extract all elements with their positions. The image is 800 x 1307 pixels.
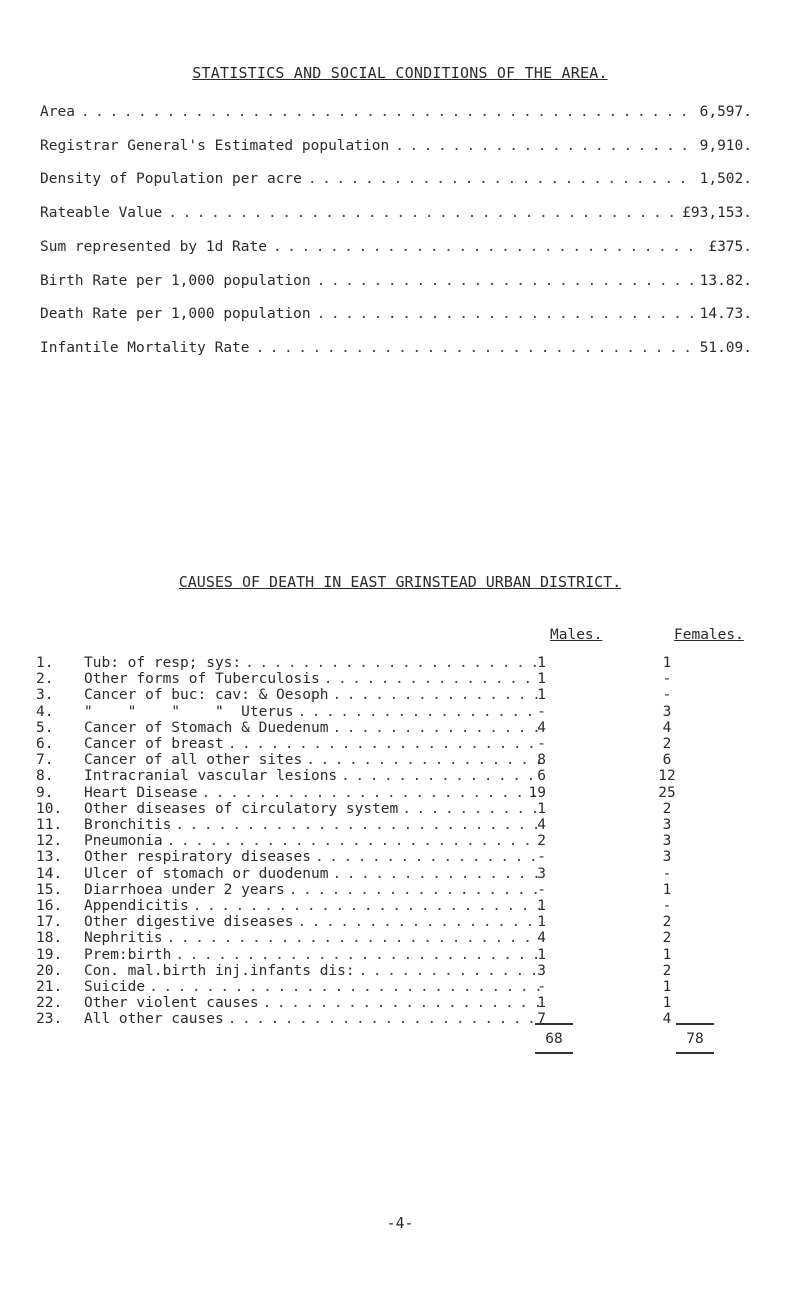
females-count: -: [662, 898, 672, 914]
females-count: 1: [662, 979, 672, 995]
females-count: 12: [658, 768, 676, 785]
females-column-header: Females.: [674, 627, 744, 643]
cause-name: Other forms of Tuberculosis: [84, 671, 320, 688]
cause-name-cell: [84, 882, 540, 898]
cause-name-cell: [84, 752, 540, 768]
females-total-rule: [676, 1023, 714, 1025]
males-count: 1: [537, 687, 546, 704]
cause-name: Heart Disease: [84, 784, 198, 801]
statistic-row: [40, 205, 752, 225]
females-count: 3: [662, 833, 672, 850]
cause-name-cell: [84, 768, 540, 784]
females-count: 6: [662, 752, 672, 769]
males-count: 1: [537, 800, 546, 817]
cause-name: Pneumonia: [84, 833, 163, 850]
males-count: 4: [537, 817, 546, 833]
cause-name-cell: [84, 655, 540, 671]
males-count: 6: [537, 768, 546, 785]
cause-number: 14.: [36, 865, 63, 882]
cause-number: 13.: [36, 849, 63, 866]
cause-name-cell: [84, 898, 540, 914]
cause-row: [36, 1011, 788, 1029]
males-count: 7: [537, 1011, 546, 1028]
statistic-label: Rateable Value: [40, 205, 163, 222]
statistic-label: Area: [40, 104, 75, 120]
leader-dots: [202, 785, 541, 801]
females-count: 2: [662, 736, 672, 752]
page-number: -4-: [386, 1214, 414, 1232]
males-count: -: [537, 849, 546, 866]
cause-number: 10.: [36, 800, 63, 817]
females-total-underline: [676, 1052, 714, 1054]
leader-dots: [306, 752, 540, 768]
leader-dots: [167, 930, 540, 946]
cause-name-cell: [84, 963, 540, 979]
causes-title: CAUSES OF DEATH IN EAST GRINSTEAD URBAN DISTRICT.: [178, 573, 622, 591]
cause-name: Cancer of breast: [84, 736, 224, 752]
statistic-value: £93,153.: [682, 205, 752, 222]
statistic-value: 6,597.: [699, 104, 752, 120]
females-count: 3: [662, 849, 672, 866]
leader-dots: [167, 833, 540, 849]
females-count: 4: [662, 719, 672, 736]
statistic-label: Sum represented by 1d Rate: [40, 238, 267, 255]
leader-dots: [317, 273, 694, 289]
females-count: 4: [662, 1011, 672, 1028]
males-count: 1: [537, 995, 546, 1012]
males-count: -: [537, 979, 546, 995]
cause-number: 15.: [36, 881, 63, 898]
cause-number: 18.: [36, 930, 63, 947]
leader-dots: [273, 239, 702, 255]
females-count: 2: [662, 800, 672, 817]
females-count: 3: [662, 703, 672, 720]
leader-dots: [263, 995, 540, 1011]
cause-name: Other digestive diseases: [84, 914, 294, 931]
cause-name-cell: [84, 930, 540, 946]
males-count: -: [537, 736, 546, 752]
leader-dots: [308, 171, 694, 187]
females-count: 2: [662, 962, 672, 979]
leader-dots: [245, 655, 540, 671]
males-count: 1: [537, 671, 546, 688]
females-count: 1: [662, 881, 672, 898]
cause-name-cell: [84, 995, 540, 1011]
males-count: 3: [537, 962, 546, 979]
males-count: 3: [537, 865, 546, 882]
females-count: -: [662, 865, 672, 882]
statistic-row: [40, 239, 752, 259]
cause-number: 6.: [36, 736, 54, 752]
males-count: 1: [537, 898, 546, 914]
males-count: 1: [537, 655, 546, 671]
cause-name: " " " " Uterus: [84, 703, 294, 720]
males-total: 68: [545, 1031, 563, 1047]
cause-name: Appendicitis: [84, 898, 189, 914]
females-count: -: [662, 687, 672, 704]
males-count: 4: [537, 719, 546, 736]
cause-name: Prem:birth: [84, 946, 172, 963]
leader-dots: [289, 882, 540, 898]
page-title: STATISTICS AND SOCIAL CONDITIONS OF THE AREA.: [192, 64, 608, 82]
statistic-label: Death Rate per 1,000 population: [40, 306, 311, 323]
leader-dots: [81, 104, 694, 120]
cause-name-cell: [84, 866, 540, 882]
females-count: 3: [662, 817, 672, 833]
cause-number: 4.: [36, 703, 54, 720]
cause-name: Cancer of all other sites: [84, 752, 303, 769]
cause-number: 7.: [36, 752, 54, 769]
cause-number: 9.: [36, 784, 54, 801]
females-count: -: [662, 671, 672, 688]
males-count: -: [537, 703, 546, 720]
cause-number: 22.: [36, 995, 63, 1012]
females-count: 1: [662, 995, 672, 1012]
males-count: 19: [528, 784, 546, 801]
cause-name: Diarrhoea under 2 years: [84, 881, 285, 898]
cause-number: 16.: [36, 898, 63, 914]
males-count: 8: [537, 752, 546, 769]
leader-dots: [298, 704, 540, 720]
cause-name: Ulcer of stomach or duodenum: [84, 865, 329, 882]
statistic-label: Registrar General's Estimated population: [40, 137, 390, 154]
statistic-label: Birth Rate per 1,000 population: [40, 272, 311, 289]
statistic-value: 13.82.: [699, 272, 752, 289]
cause-number: 2.: [36, 671, 54, 688]
females-total: 78: [686, 1031, 704, 1047]
leader-dots: [317, 306, 694, 322]
leader-dots: [149, 979, 540, 995]
males-count: 4: [537, 930, 546, 947]
cause-number: 12.: [36, 833, 63, 850]
females-count: 2: [662, 930, 672, 947]
cause-number: 20.: [36, 962, 63, 979]
leader-dots: [298, 914, 540, 930]
males-total-rule: [535, 1023, 573, 1025]
cause-name-cell: [84, 833, 540, 849]
statistic-row: [40, 171, 752, 191]
cause-name: All other causes: [84, 1011, 224, 1028]
cause-name-cell: [84, 720, 540, 736]
females-count: 25: [658, 784, 676, 801]
cause-name: Bronchitis: [84, 817, 172, 833]
statistic-label: Infantile Mortality Rate: [40, 339, 250, 356]
statistic-label: Density of Population per acre: [40, 171, 302, 188]
cause-name: Other diseases of circulatory system: [84, 800, 399, 817]
statistic-row: [40, 104, 752, 124]
cause-name: Cancer of buc: cav: & Oesoph: [84, 687, 329, 704]
males-count: 1: [537, 914, 546, 931]
leader-dots: [228, 1011, 540, 1027]
cause-name-cell: [84, 801, 540, 817]
cause-name-cell: [84, 785, 540, 801]
cause-name-cell: [84, 849, 540, 865]
cause-name: Other respiratory diseases: [84, 849, 311, 866]
cause-number: 19.: [36, 946, 63, 963]
cause-number: 1.: [36, 655, 54, 671]
males-count: -: [537, 881, 546, 898]
cause-number: 23.: [36, 1011, 63, 1028]
females-count: 1: [662, 655, 672, 671]
statistic-value: £375.: [708, 238, 752, 255]
statistic-row: [40, 138, 752, 158]
cause-name-cell: [84, 704, 540, 720]
statistic-row: [40, 273, 752, 293]
leader-dots: [395, 138, 693, 154]
cause-name: Nephritis: [84, 930, 163, 947]
statistic-value: 51.09.: [699, 339, 752, 356]
cause-number: 8.: [36, 768, 54, 785]
cause-number: 11.: [36, 817, 63, 833]
statistic-value: 14.73.: [699, 306, 752, 323]
females-count: 1: [662, 946, 672, 963]
cause-name: Intracranial vascular lesions: [84, 768, 338, 785]
statistic-row: [40, 306, 752, 326]
cause-name: Other violent causes: [84, 995, 259, 1012]
males-total-underline: [535, 1052, 573, 1054]
cause-name-cell: [84, 914, 540, 930]
cause-name: Cancer of Stomach & Duedenum: [84, 719, 329, 736]
cause-number: 5.: [36, 719, 54, 736]
males-column-header: Males.: [550, 627, 603, 643]
cause-name: Tub: of resp; sys:: [84, 655, 242, 671]
cause-number: 17.: [36, 914, 63, 931]
leader-dots: [175, 947, 540, 963]
cause-name-cell: [84, 947, 540, 963]
cause-name: Con. mal.birth inj.infants dis:: [84, 962, 355, 979]
leader-dots: [175, 817, 540, 833]
leader-dots: [256, 340, 694, 356]
leader-dots: [228, 736, 540, 752]
cause-name-cell: [84, 817, 540, 833]
females-count: 2: [662, 914, 672, 931]
cause-name-cell: [84, 1011, 540, 1027]
cause-number: 3.: [36, 687, 54, 704]
cause-number: 21.: [36, 979, 63, 995]
cause-name-cell: [84, 979, 540, 995]
cause-name: Suicide: [84, 979, 146, 995]
statistic-value: 9,910.: [699, 137, 752, 154]
males-count: 1: [537, 946, 546, 963]
leader-dots: [168, 205, 676, 221]
males-count: 2: [537, 833, 546, 850]
cause-name-cell: [84, 687, 540, 703]
cause-name-cell: [84, 671, 540, 687]
statistic-value: 1,502.: [699, 171, 752, 188]
leader-dots: [193, 898, 540, 914]
statistic-row: [40, 340, 752, 360]
cause-name-cell: [84, 736, 540, 752]
